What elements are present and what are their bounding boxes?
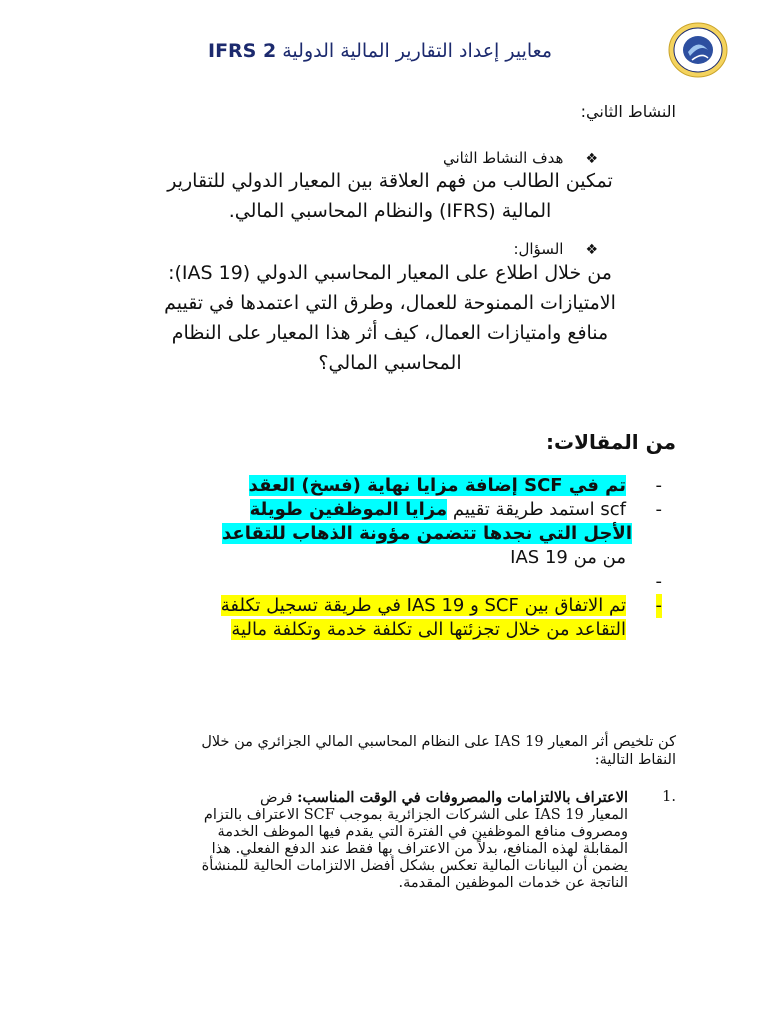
list-item: - تم الاتفاق بين SCF و IAS 19 في طريقة تسجيل تكلفة التقاعد من خلال تجزئتها الى تكلفة خدمة وتكلفة مالية	[220, 595, 662, 640]
goal-bullet	[443, 149, 598, 167]
article-item-2-line-3: من من IAS 19	[510, 547, 626, 568]
page-title-arabic: معايير إعداد التقارير المالية الدولية	[282, 40, 552, 62]
question-line-1: من خلال اطلاع على المعيار المحاسبي الدولي (IAS 19):	[168, 262, 612, 284]
page-title-code: IFRS 2	[208, 40, 277, 62]
goal-label: هدف النشاط الثاني	[442, 149, 564, 167]
article-item-2-prefix: scf استمد طريقة تقييم	[452, 499, 626, 520]
page-title	[120, 40, 640, 62]
articles-heading: من المقالات:	[545, 430, 676, 454]
list-item: - تم في SCF إضافة مزايا نهاية (فسخ) العقد	[248, 475, 662, 496]
point-1-line-4: المقابلة لهذه المنافع، بدلاً من الاعتراف بها فقط عند الدفع الفعلي. هذا	[211, 841, 628, 857]
goal-text	[100, 166, 680, 226]
question-bullet	[513, 240, 598, 258]
question-text	[100, 258, 680, 378]
activity-heading: النشاط الثاني:	[580, 102, 676, 121]
question-label: السؤال:	[513, 240, 564, 258]
article-item-4-line-1: تم الاتفاق بين SCF و IAS 19 في طريقة تسجيل تكلفة	[220, 595, 626, 616]
question-line-3: منافع وامتيازات العمال، كيف أثر هذا المعيار على النظام	[171, 322, 609, 344]
article-item-1: تم في SCF إضافة مزايا نهاية (فسخ) العقد	[248, 475, 626, 496]
summary-point-1	[96, 789, 676, 892]
articles-list	[96, 474, 676, 642]
list-item: - scf استمد طريقة تقييم مزايا الموظفين طويلة الأجل التي نجدها تتضمن مؤونة الذهاب للتقاعد من من IAS 19	[96, 498, 676, 570]
question-line-2: الامتيازات الممنوحة للعمال، وطرق التي اعتمدها في تقييم	[164, 292, 616, 314]
summary-intro	[96, 733, 676, 769]
question-line-4: المحاسبي المالي؟	[318, 352, 462, 374]
point-1-line-3: ومصروف منافع الموظفين في الفترة التي يقدم فيها الموظف الخدمة	[217, 824, 628, 840]
diamond-bullet-icon: ❖	[585, 151, 598, 167]
point-1-line-1: فرض	[260, 790, 293, 806]
article-item-4-line-2: التقاعد من خلال تجزئتها الى تكلفة خدمة وتكلفة مالية	[231, 619, 626, 640]
point-1-line-6: الناتجة عن خدمات الموظفين المقدمة.	[398, 875, 628, 891]
summary-intro-line-1: كن تلخيص أثر المعيار IAS 19 على النظام المحاسبي المالي الجزائري من خلال	[201, 734, 676, 750]
summary-intro-line-2: النقاط التالية:	[594, 752, 676, 768]
point-1-line-5: يضمن أن البيانات المالية تعكس بشكل أفضل الالتزامات الحالية للمنشأة	[201, 858, 628, 874]
point-1-title: الاعتراف بالالتزامات والمصروفات في الوقت المناسب:	[297, 789, 628, 806]
article-item-2-bold: مزايا الموظفين طويلة	[249, 499, 448, 520]
goal-line-2: المالية (IFRS) والنظام المحاسبي المالي.	[228, 200, 552, 222]
diamond-bullet-icon: ❖	[585, 242, 598, 258]
point-number: 1.	[662, 789, 676, 805]
article-item-2-line-2: الأجل التي نجدها تتضمن مؤونة الذهاب للتقاعد	[222, 523, 632, 544]
list-item: -	[655, 571, 662, 592]
point-1-line-2: المعيار IAS 19 على الشركات الجزائرية بموجب SCF الاعتراف بالتزام	[203, 807, 628, 823]
goal-line-1: تمكين الطالب من فهم العلاقة بين المعيار الدولي للتقارير	[167, 170, 613, 192]
university-logo-icon	[668, 22, 728, 78]
